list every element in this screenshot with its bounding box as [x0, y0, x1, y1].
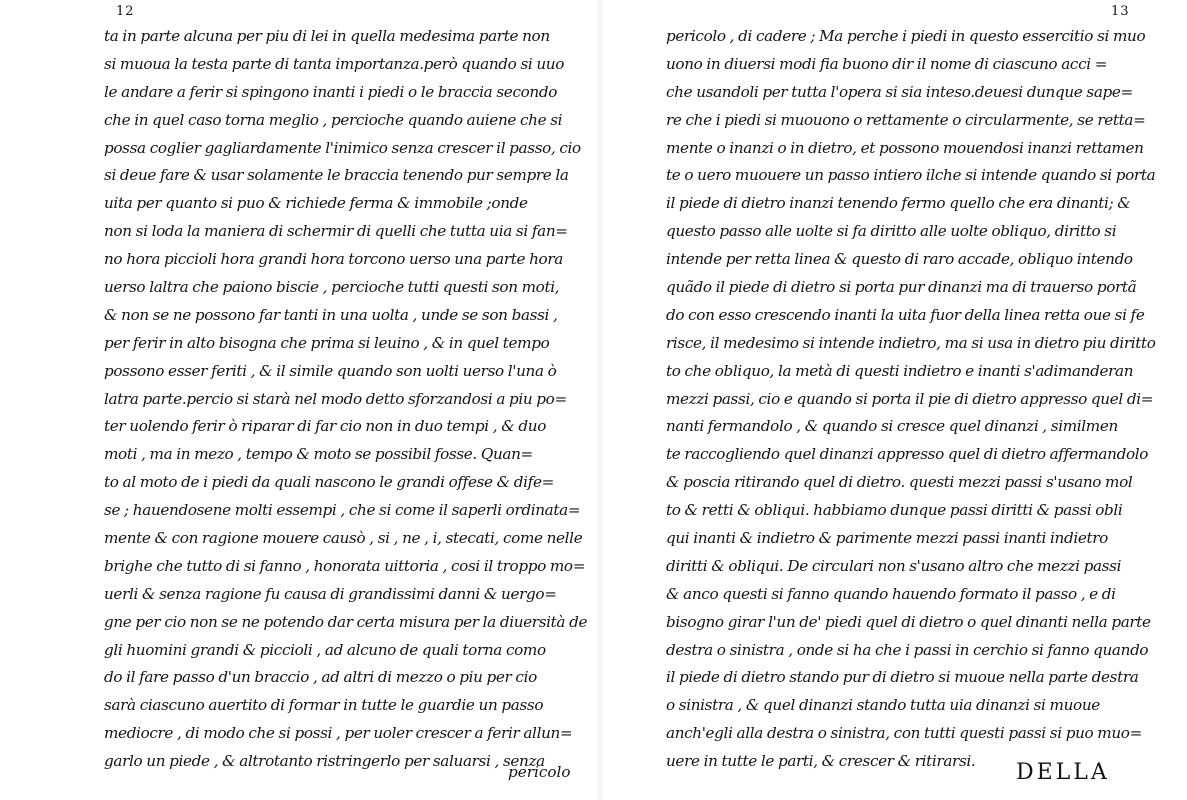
text-line: uerli & senza ragione fu causa di grandissimi danni & uergo=: [104, 584, 557, 603]
text-line: mente & con ragione mouere causò , si , ne , i, stecati, come nelle: [104, 529, 583, 548]
text-line: il piede di dietro stando pur di dietro si muoue nella parte destra: [666, 668, 1139, 687]
text-line: le andare a ferir si spingono inanti i piedi o le braccia secondo: [104, 82, 557, 101]
text-line: mediocre , di modo che si possi , per uoler crescer a ferir allun=: [104, 724, 573, 743]
catchword: pericolo: [508, 763, 571, 781]
text-line: se ; hauendosene molti essempi , che si come il saperli ordinata=: [104, 501, 581, 520]
text-line: brighe che tutto di si fanno , honorata uittoria , cosi il troppo mo=: [104, 556, 586, 575]
text-block: [104, 23, 600, 776]
text-line: gne per cio non se ne potendo dar certa misura per la diuersità de: [104, 612, 588, 631]
right-page: [600, 0, 1187, 800]
text-line: possa coglier gagliardamente l'inimico senza crescer il passo, cio: [104, 138, 581, 157]
text-line: re che i piedi si muouono o rettamente o circularmente, se retta=: [666, 110, 1146, 129]
text-line: mente o inanzi o in dietro, et possono mouendosi inanzi rettamen: [666, 138, 1144, 157]
text-line: anch'egli alla destra o sinistra, con tutti questi passi si puo muo=: [666, 724, 1142, 743]
text-line: o sinistra , & quel dinanzi stando tutta uia dinanzi si muoue: [666, 696, 1100, 715]
text-line: bisogno girar l'un de' piedi quel di dietro o quel dinanti nella parte: [666, 612, 1151, 631]
text-line: & anco questi si fanno quando hauendo formato il passo , e di: [666, 584, 1116, 603]
text-line: intende per retta linea & questo di raro accade, obliquo intendo: [666, 250, 1133, 269]
text-block: [666, 23, 1171, 776]
text-line: do il fare passo d'un braccio , ad altri di mezzo o piu per cio: [104, 668, 537, 687]
text-line: diritti & obliqui. De circulari non s'usano altro che mezzi passi: [666, 556, 1122, 575]
text-line: qui inanti & indietro & parimente mezzi passi inanti indietro: [666, 529, 1108, 548]
text-line: il piede di dietro inanzi tenendo fermo quello che era dinanti; &: [666, 194, 1131, 213]
text-line: uono in diuersi modi fia buono dir il nome di ciascuno acci =: [666, 54, 1108, 73]
text-line: quãdo il piede di dietro si porta pur dinanzi ma di trauerso portã: [666, 278, 1137, 297]
text-line: to che obliquo, la metà di questi indietro e inanti s'adimanderan: [666, 361, 1134, 380]
text-line: te raccogliendo quel dinanzi appresso quel di dietro affermandolo: [666, 445, 1149, 464]
text-line: pericolo , di cadere ; Ma perche i piedi in questo essercitio si muo: [666, 27, 1146, 45]
text-line: te o uero muouere un passo intiero ilche si intende quando si porta: [666, 166, 1156, 185]
text-line: gli huomini grandi & piccioli , ad alcuno de quali torna como: [104, 640, 546, 659]
running-head: DELLA: [1016, 760, 1110, 785]
text-line: che usandoli per tutta l'opera si sia inteso.deuesi dunque sape=: [666, 82, 1133, 101]
text-line: si muoua la testa parte di tanta importanza.però quando si uuo: [104, 54, 565, 73]
text-line: ta in parte alcuna per piu di lei in quella medesima parte non: [104, 27, 550, 45]
text-line: & non se ne possono far tanti in una uolta , unde se son bassi ,: [104, 305, 558, 324]
page-number: 13: [1111, 4, 1130, 19]
text-line: to al moto de i piedi da quali nascono le grandi offese & dife=: [104, 473, 554, 492]
text-line: risce, il medesimo si intende indietro, ma si usa in dietro piu diritto: [666, 333, 1156, 352]
text-line: sarà ciascuno auertito di formar in tutte le guardie un passo: [104, 696, 544, 715]
text-line: no hora piccioli hora grandi hora torcono uerso una parte hora: [104, 250, 563, 269]
text-line: latra parte.percio si starà nel modo detto sforzandosi a piu po=: [104, 389, 567, 408]
text-line: garlo un piede , & altrotanto ristringerlo per saluarsi , senza: [104, 752, 545, 771]
text-line: non si loda la maniera di schermir di quelli che tutta uia si fan=: [104, 222, 568, 241]
text-line: moti , ma in mezo , tempo & moto se possibil fosse. Quan=: [104, 445, 533, 464]
text-line: per ferir in alto bisogna che prima si leuino , & in quel tempo: [104, 333, 550, 352]
text-line: che in quel caso torna meglio , percioche quando auiene che si: [104, 110, 563, 129]
text-line: ter uolendo ferir ò riparar di far cio non in duo tempi , & duo: [104, 417, 546, 436]
text-line: uerso laltra che paiono biscie , percioche tutti questi son moti,: [104, 278, 560, 297]
text-line: & poscia ritirando quel di dietro. questi mezzi passi s'usano mol: [666, 473, 1133, 492]
text-line: si deue fare & usar solamente le braccia tenendo pur sempre la: [104, 166, 569, 185]
text-line: nanti fermandolo , & quando si cresce quel dinanzi , similmen: [666, 417, 1118, 436]
page-number: 12: [116, 4, 135, 19]
text-line: questo passo alle uolte si fa diritto alle uolte obliquo, diritto si: [666, 222, 1117, 241]
text-line: to & retti & obliqui. habbiamo dunque passi diritti & passi obli: [666, 501, 1123, 520]
text-line: uita per quanto si puo & richiede ferma & immobile ;onde: [104, 194, 528, 213]
text-line: mezzi passi, cio e quando si porta il pie di dietro appresso quel di=: [666, 389, 1154, 408]
text-line: destra o sinistra , onde si ha che i passi in cerchio si fanno quando: [666, 640, 1149, 659]
text-line: uere in tutte le parti, & crescer & ritirarsi.: [666, 752, 976, 771]
text-line: possono esser feriti , & il simile quando son uolti uerso l'una ò: [104, 361, 557, 380]
text-line: do con esso crescendo inanti la uita fuor della linea retta oue si fe: [666, 305, 1145, 324]
